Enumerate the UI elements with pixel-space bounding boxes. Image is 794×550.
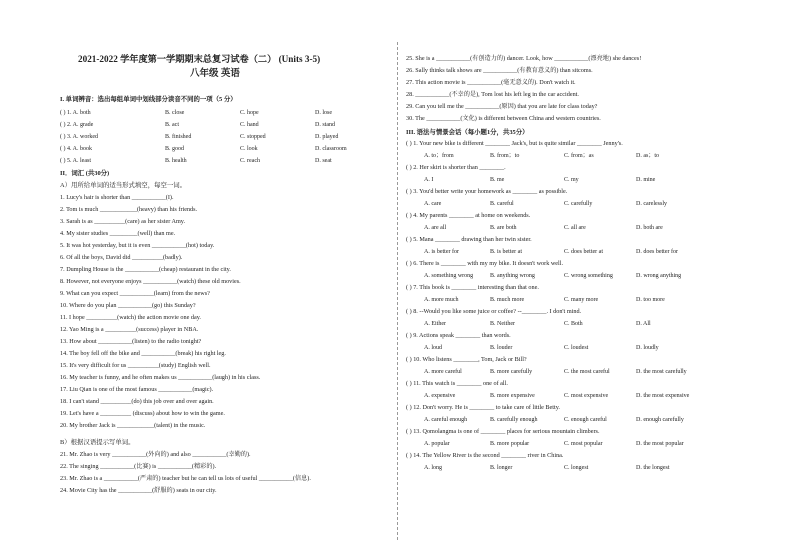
mc-option: A. expensive bbox=[424, 393, 456, 399]
phonetics-option: B. close bbox=[165, 110, 185, 116]
mc-option: C. my bbox=[564, 177, 579, 183]
vocab-item: 3. Sarah is as __________(care) as her sister Amy. bbox=[60, 218, 186, 225]
mc-option: D. wrong anything bbox=[636, 273, 682, 279]
mc-option: A. I bbox=[424, 177, 434, 183]
vocab-item: 12. Yao Ming is a __________(success) player in NBA. bbox=[60, 326, 199, 333]
mc-option: A. care bbox=[424, 201, 442, 207]
mc-option: A. popular bbox=[424, 441, 450, 447]
mc-question: ( ) 13. Qomolangma is one of ________ places for serious mountain climbers. bbox=[406, 428, 600, 435]
section2-partB-instruction: B）根据汉语提示写单词。 bbox=[60, 439, 135, 446]
mc-option: D. too more bbox=[636, 297, 665, 303]
section1-heading: I. 单词辨音：选出每组单词中划线部分读音不同的一项（5 分） bbox=[60, 96, 237, 103]
vocab-item: 11. I hope __________(watch) the action movie one day. bbox=[60, 314, 201, 321]
mc-option: B. are both bbox=[490, 225, 517, 231]
mc-option: C. enough careful bbox=[564, 417, 607, 423]
phonetics-item: ( ) 1. A. both bbox=[60, 110, 91, 116]
section3-heading: III. 语法与情景会话（每小题1分，共35分） bbox=[406, 129, 529, 136]
mc-option: B. more carefully bbox=[490, 369, 533, 375]
mc-option: D. as；to bbox=[636, 153, 659, 159]
vocab-item: 13. How about ___________(listen) to the radio tonight? bbox=[60, 338, 202, 345]
mc-option: C. wrong something bbox=[564, 273, 613, 279]
mc-option: C. many more bbox=[564, 297, 599, 303]
mc-option: C. the most careful bbox=[564, 369, 610, 375]
mc-question: ( ) 11. This watch is ________ one of all. bbox=[406, 380, 508, 387]
mc-option: A. are all bbox=[424, 225, 447, 231]
phonetics-option: C. stopped bbox=[240, 134, 266, 140]
mc-option: B. louder bbox=[490, 345, 513, 351]
mc-question: ( ) 10. Who listens ________, Tom, Jack or Bill? bbox=[406, 356, 527, 363]
mc-option: C. most popular bbox=[564, 441, 603, 447]
vocab-hint-item: 23. Mr. Zhao is a ___________(严肃的) teacher but he can tell us lots of useful ___________(信息). bbox=[60, 475, 311, 482]
mc-option: A. loud bbox=[424, 345, 442, 351]
mc-option: D. the most popular bbox=[636, 441, 684, 447]
mc-option: B. much more bbox=[490, 297, 525, 303]
mc-question: ( ) 9. Actions speak ________ than words. bbox=[406, 332, 511, 339]
mc-option: C. all are bbox=[564, 225, 586, 231]
mc-option: B. Neither bbox=[490, 321, 515, 327]
vocab-hint-item: 27. This action movie is ___________(毫无意义的). Don't watch it. bbox=[406, 79, 576, 86]
mc-question: ( ) 2. Her skirt is shorter than ________. bbox=[406, 164, 506, 171]
vocab-item: 20. My brother Jack is ____________(talent) in the music. bbox=[60, 422, 206, 429]
phonetics-option: C. reach bbox=[240, 158, 260, 164]
mc-question: ( ) 5. Mana ________ drawing than her twin sister. bbox=[406, 236, 532, 243]
mc-option: D. All bbox=[636, 321, 651, 327]
phonetics-option: C. hope bbox=[240, 110, 259, 116]
vocab-item: 9. What can you expect ___________(learn) from the news? bbox=[60, 290, 210, 297]
section2-heading: II．词汇 (共30分) bbox=[60, 170, 110, 177]
column-divider bbox=[397, 42, 398, 540]
mc-option: C. longest bbox=[564, 465, 589, 471]
mc-option: A. is better for bbox=[424, 249, 459, 255]
mc-option: D. enough carefully bbox=[636, 417, 684, 423]
mc-option: A. long bbox=[424, 465, 442, 471]
mc-option: D. the most carefully bbox=[636, 369, 687, 375]
mc-option: C. from；as bbox=[564, 153, 594, 159]
mc-option: D. the most expensive bbox=[636, 393, 690, 399]
phonetics-item: ( ) 3. A. worked bbox=[60, 134, 98, 140]
vocab-hint-item: 21. Mr. Zhao is very ___________(外向的) and also ___________(幸勤的). bbox=[60, 451, 251, 458]
phonetics-option: C. hand bbox=[240, 122, 259, 128]
vocab-item: 2. Tom is much ____________(heavy) than his friends. bbox=[60, 206, 198, 213]
mc-option: A. more careful bbox=[424, 369, 462, 375]
vocab-hint-item: 24. Movie City has the ___________(舒服的) seats in our city. bbox=[60, 487, 217, 494]
mc-option: A. more much bbox=[424, 297, 459, 303]
vocab-hint-item: 25. She is a ___________(有创造力的) dancer. Look, how ___________(漂亮地) she dances! bbox=[406, 55, 642, 62]
mc-option: D. both are bbox=[636, 225, 663, 231]
mc-question: ( ) 7. This book is ________ interesting than that one. bbox=[406, 284, 539, 291]
mc-question: ( ) 4. My parents ________ at home on weekends. bbox=[406, 212, 531, 219]
mc-option: D. does better for bbox=[636, 249, 678, 255]
mc-option: A. careful enough bbox=[424, 417, 468, 423]
mc-question: ( ) 14. The Yellow River is the second ________ river in China. bbox=[406, 452, 564, 459]
phonetics-option: B. good bbox=[165, 146, 185, 152]
phonetics-option: C. look bbox=[240, 146, 258, 152]
mc-question: ( ) 12. Don't worry. He is ________ to take care of little Betty. bbox=[406, 404, 560, 411]
grade-subject: 八年级 英语 bbox=[190, 69, 240, 79]
phonetics-option: B. health bbox=[165, 158, 187, 164]
vocab-item: 7. Dumpling House is the ___________(cheap) restaurant in the city. bbox=[60, 266, 231, 273]
phonetics-item: ( ) 4. A. book bbox=[60, 146, 92, 152]
exam-title: 2021-2022 学年度第一学期期末总复习试卷（二） (Units 3-5) bbox=[78, 54, 321, 64]
mc-option: C. loudest bbox=[564, 345, 589, 351]
mc-option: B. longer bbox=[490, 465, 513, 471]
vocab-hint-item: 30. The ___________(文化) is different between China and western countries. bbox=[406, 115, 601, 122]
vocab-item: 18. I can't stand __________(do) this job over and over again. bbox=[60, 398, 214, 405]
vocab-item: 16. My teacher is funny, and he often makes us ___________(laugh) in his class. bbox=[60, 374, 261, 381]
vocab-hint-item: 22. The singing ___________(比赛) is ___________(精彩的). bbox=[60, 463, 217, 470]
phonetics-option: B. finished bbox=[165, 134, 192, 140]
vocab-hint-item: 28. ___________(不幸的是), Tom lost his left leg in the car accident. bbox=[406, 91, 579, 98]
vocab-item: 6. Of all the boys, David did __________(badly). bbox=[60, 254, 183, 261]
mc-question: ( ) 8. --Would you like some juice or coffee? --________. I don't mind. bbox=[406, 308, 582, 315]
mc-option: B. is better at bbox=[490, 249, 522, 255]
vocab-item: 14. The boy fell off the bike and ___________(break) his right leg. bbox=[60, 350, 226, 357]
mc-option: C. most expensive bbox=[564, 393, 609, 399]
phonetics-option: B. act bbox=[165, 122, 179, 128]
mc-question: ( ) 3. You'd better write your homework as ________ as possible. bbox=[406, 188, 568, 195]
phonetics-option: D. played bbox=[315, 134, 339, 140]
vocab-item: 8. However, not everyone enjoys ___________(watch) these old movies. bbox=[60, 278, 241, 285]
mc-option: D. mine bbox=[636, 177, 656, 183]
mc-option: B. me bbox=[490, 177, 505, 183]
mc-option: B. from；to bbox=[490, 153, 520, 159]
vocab-hint-item: 29. Can you tell me the ___________(原因) that you are late for class today? bbox=[406, 103, 598, 110]
vocab-item: 15. It's very difficult for us __________(study) English well. bbox=[60, 362, 211, 369]
mc-option: A. something wrong bbox=[424, 273, 474, 279]
mc-option: B. carefully enough bbox=[490, 417, 538, 423]
vocab-item: 17. Liu Qian is one of the most famous ___________(magic). bbox=[60, 386, 214, 393]
mc-option: B. anything wrong bbox=[490, 273, 535, 279]
mc-option: C. carefully bbox=[564, 201, 593, 207]
phonetics-item: ( ) 2. A. grade bbox=[60, 122, 94, 128]
mc-option: D. carelessly bbox=[636, 201, 667, 207]
vocab-hint-item: 26. Sally thinks talk shows are ___________(有教育意义的) than sitcoms. bbox=[406, 67, 593, 74]
phonetics-item: ( ) 5. A. least bbox=[60, 158, 91, 164]
mc-option: A. Either bbox=[424, 321, 446, 327]
phonetics-option: D. classroom bbox=[315, 146, 347, 152]
vocab-item: 4. My sister studies _________(well) than me. bbox=[60, 230, 176, 237]
mc-question: ( ) 1. Your new bike is different ________ Jack's, but is quite similar ________ Jenny's. bbox=[406, 140, 623, 147]
phonetics-option: D. stand bbox=[315, 122, 335, 128]
vocab-item: 5. It was hot yesterday, but it is even ___________(hot) today. bbox=[60, 242, 215, 249]
mc-option: C. does better at bbox=[564, 249, 603, 255]
mc-option: A. to；from bbox=[424, 153, 454, 159]
section2-partA-instruction: A）用所给单词的适当形式填空，每空一词。 bbox=[60, 182, 187, 189]
vocab-item: 10. Where do you plan ___________(go) this Sunday? bbox=[60, 302, 196, 309]
mc-option: B. careful bbox=[490, 201, 514, 207]
mc-question: ( ) 6. There is ________ with my my bike. It doesn't work well. bbox=[406, 260, 564, 267]
mc-option: B. more expensive bbox=[490, 393, 535, 399]
vocab-item: 1. Lucy's hair is shorter than ___________(I). bbox=[60, 194, 174, 201]
mc-option: B. more popular bbox=[490, 441, 530, 447]
phonetics-option: D. lose bbox=[315, 110, 332, 116]
mc-option: D. loudly bbox=[636, 345, 659, 351]
mc-option: D. the longest bbox=[636, 465, 670, 471]
mc-option: C. Both bbox=[564, 321, 583, 327]
vocab-item: 19. Let's have a __________ (discuss) about how to win the game. bbox=[60, 410, 225, 417]
phonetics-option: D. seat bbox=[315, 158, 332, 164]
